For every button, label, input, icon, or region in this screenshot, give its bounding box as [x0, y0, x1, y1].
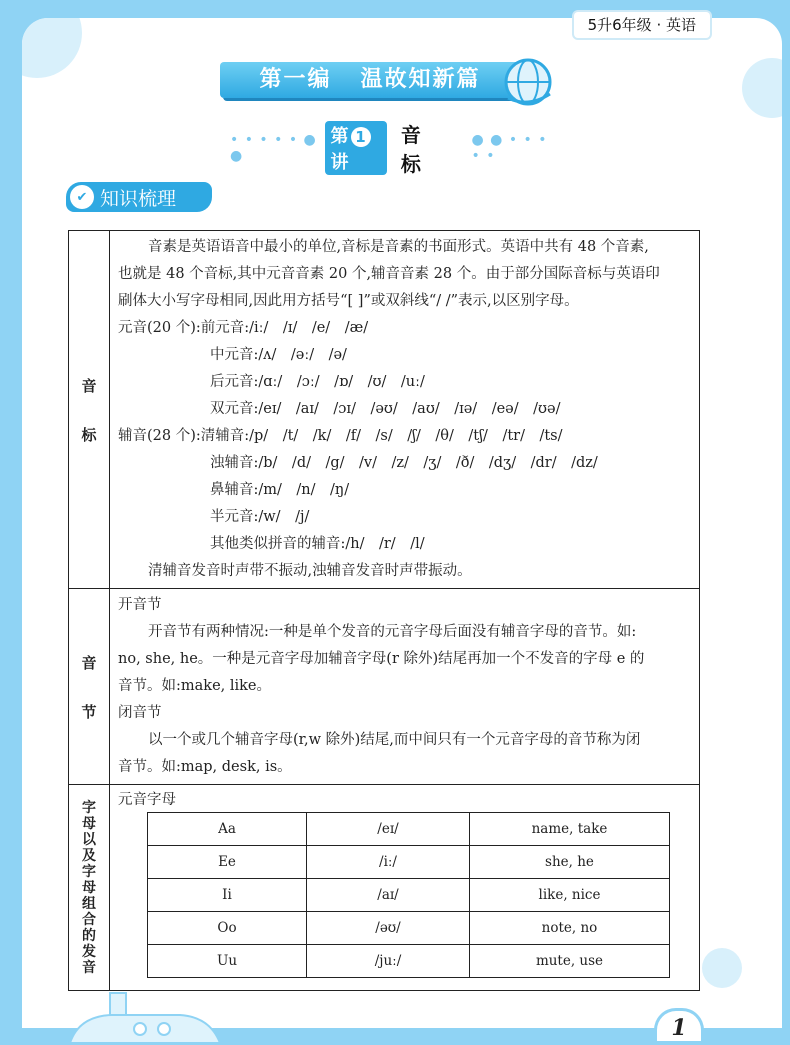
- examples-cell: name, take: [470, 813, 670, 846]
- phonetic-cell: /juː/: [307, 945, 470, 978]
- consonant-row: 浊辅音:/b/ /d/ /g/ /v/ /z/ /ʒ/ /ð/ /dʒ/ /dr/ /dz/: [210, 455, 598, 471]
- dot-decoration: ● ● • • • • •: [471, 132, 548, 164]
- label-char: 字: [82, 863, 96, 880]
- examples-cell: mute, use: [470, 945, 670, 978]
- label-char: 及: [82, 847, 96, 864]
- dot-decoration: • • • • • ● ●: [230, 132, 317, 164]
- examples-cell: like, nice: [470, 879, 670, 912]
- page-number: 1: [654, 1008, 704, 1041]
- letter-cell: Aa: [148, 813, 307, 846]
- phonetics-label: [69, 231, 110, 589]
- letters-label: [69, 785, 110, 991]
- knowledge-table: [68, 230, 700, 991]
- phonetics-note: 清辅音发音时声带不振动,浊辅音发音时声带振动。: [148, 563, 472, 579]
- lesson-badge-right: 讲: [330, 152, 349, 173]
- label-char: 字: [82, 799, 96, 816]
- letters-content: [110, 785, 700, 991]
- section-header: [66, 182, 212, 212]
- vowel-row: 双元音:/eɪ/ /aɪ/ /ɔɪ/ /əʊ/ /aʊ/ /ɪə/ /eə/ /ʊə/: [210, 401, 561, 417]
- syllables-label: [69, 589, 110, 785]
- label-char: 标: [81, 425, 97, 444]
- label-char: 以: [82, 831, 96, 848]
- syllables-row: [69, 589, 700, 785]
- table-row: [148, 879, 670, 912]
- table-row: [148, 813, 670, 846]
- letter-cell: Ii: [148, 879, 307, 912]
- decor-bubble: [22, 18, 82, 78]
- decor-bubble: [742, 58, 782, 118]
- lesson-number: 1: [351, 127, 371, 147]
- paragraph-line: 音节。如:make, like。: [118, 678, 272, 694]
- open-syllable-title: 开音节: [118, 597, 162, 613]
- examples-cell: she, he: [470, 846, 670, 879]
- label-char: 音: [81, 653, 97, 672]
- label-char: 节: [81, 702, 97, 721]
- lesson-heading: [230, 123, 560, 176]
- label-char: 母: [82, 879, 96, 896]
- lesson-title: 音 标: [400, 123, 431, 176]
- consonant-row: 辅音(28 个):清辅音:/p/ /t/ /k/ /f/ /s/ /ʃ/ /θ/ /tʃ/ /tr/ /ts/: [118, 428, 563, 444]
- label-char: 合: [82, 911, 96, 928]
- phonetic-cell: /eɪ/: [307, 813, 470, 846]
- paragraph-line: 也就是 48 个音标,其中元音音素 20 个,辅音音素 28 个。由于部分国际音标与英语印: [118, 266, 660, 282]
- letter-cell: Oo: [148, 912, 307, 945]
- label-char: 音: [81, 376, 97, 395]
- vowel-letters-title: 元音字母: [118, 792, 176, 808]
- grade-subject-tab: 5升6年级 · 英语: [574, 12, 710, 38]
- vowel-row: 后元音:/ɑː/ /ɔː/ /ɒ/ /ʊ/ /uː/: [210, 374, 425, 390]
- lesson-badge-left: 第: [330, 126, 349, 147]
- consonant-row: 其他类似拼音的辅音:/h/ /r/ /l/: [210, 536, 425, 552]
- phonetic-cell: /aɪ/: [307, 879, 470, 912]
- label-char: 母: [82, 815, 96, 832]
- vowel-letters-table: [147, 812, 670, 978]
- decor-bubble: [702, 948, 742, 988]
- checkmark-icon: ✔: [70, 185, 94, 209]
- globe-icon: [500, 54, 556, 110]
- vowel-row: 元音(20 个):前元音:/iː/ /ɪ/ /e/ /æ/: [118, 320, 369, 336]
- examples-cell: note, no: [470, 912, 670, 945]
- phonetics-row: [69, 231, 700, 589]
- closed-syllable-title: 闭音节: [118, 705, 162, 721]
- phonetic-cell: /iː/: [307, 846, 470, 879]
- label-char: 音: [82, 959, 96, 976]
- paragraph-line: 刷体大小写字母相同,因此用方括号“[ ]”或双斜线“/ /”表示,以区别字母。: [118, 293, 579, 309]
- letters-row: [69, 785, 700, 991]
- syllables-content: [110, 589, 700, 785]
- table-row: [148, 846, 670, 879]
- section-title: 知识梳理: [100, 187, 177, 210]
- phonetics-content: [110, 231, 700, 589]
- submarine-icon: [60, 983, 230, 1043]
- label-char: 组: [82, 895, 96, 912]
- letter-cell: Ee: [148, 846, 307, 879]
- paragraph-line: 以一个或几个辅音字母(r,w 除外)结尾,而中间只有一个元音字母的音节称为闭: [148, 732, 641, 748]
- consonant-row: 鼻辅音:/m/ /n/ /ŋ/: [210, 482, 350, 498]
- phonetic-cell: /əʊ/: [307, 912, 470, 945]
- consonant-row: 半元音:/w/ /j/: [210, 509, 310, 525]
- label-char: 发: [82, 943, 96, 960]
- letter-cell: Uu: [148, 945, 307, 978]
- table-row: [148, 912, 670, 945]
- vowel-row: 中元音:/ʌ/ /əː/ /ə/: [210, 347, 347, 363]
- table-row: [148, 945, 670, 978]
- paragraph-line: 音素是英语语音中最小的单位,音标是音素的书面形式。英语中共有 48 个音素,: [148, 239, 649, 255]
- lesson-badge: [325, 121, 387, 175]
- paragraph-line: 音节。如:map, desk, is。: [118, 759, 292, 775]
- paragraph-line: no, she, he。一种是元音字母加辅音字母(r 除外)结尾再加一个不发音的字母 e 的: [118, 651, 645, 667]
- unit-banner: 第一编 温故知新篇: [220, 62, 520, 98]
- label-char: 的: [82, 927, 96, 944]
- paragraph-line: 开音节有两种情况:一种是单个发音的元音字母后面没有辅音字母的音节。如:: [148, 624, 637, 640]
